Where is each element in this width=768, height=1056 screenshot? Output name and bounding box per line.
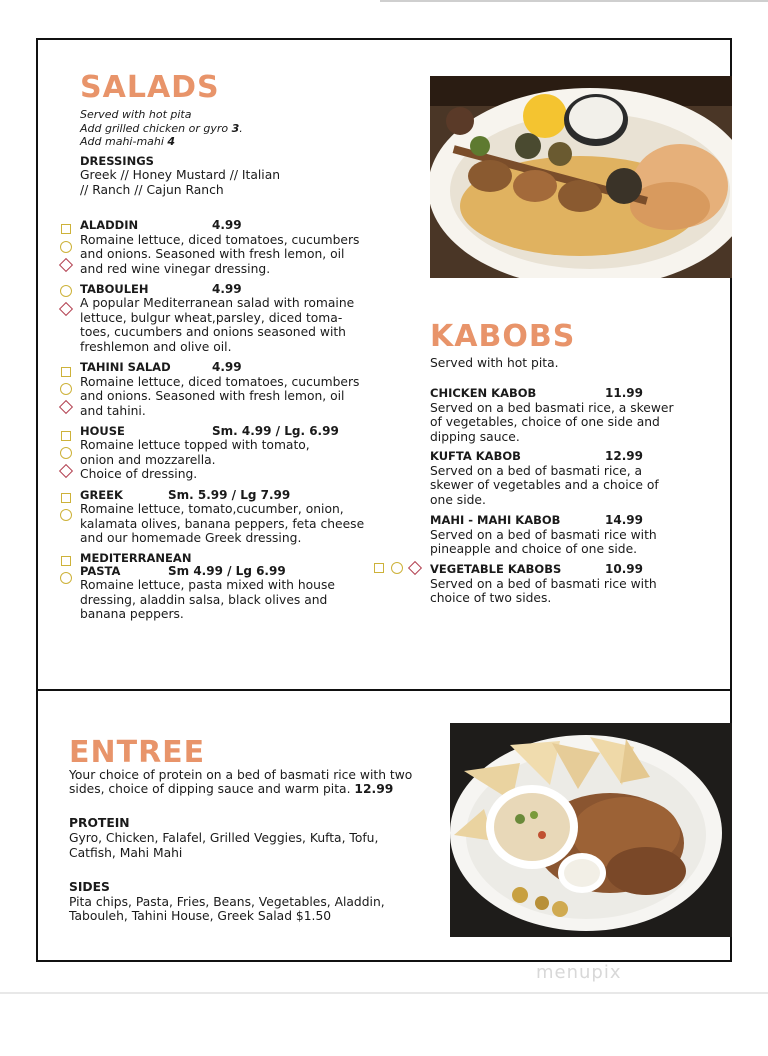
- item-desc-line: Romaine lettuce topped with tomato,: [80, 438, 310, 452]
- item-desc-line: freshlemon and olive oil.: [80, 340, 232, 354]
- item-name: TABOULEH: [80, 282, 149, 296]
- square-icon: [61, 367, 71, 377]
- menupix-watermark: menupix: [536, 962, 622, 983]
- circle-icon: [60, 285, 72, 297]
- entree-desc-line-1: Your choice of protein on a bed of basmati rice with two: [69, 768, 413, 782]
- kabob-photo: [430, 76, 732, 278]
- item-price: Sm. 4.99 / Lg. 6.99: [212, 424, 339, 438]
- item-desc-line: Choice of dressing.: [80, 467, 198, 481]
- sides-line-1: Pita chips, Pasta, Fries, Beans, Vegetables, Aladdin,: [69, 895, 385, 909]
- circle-icon: [60, 241, 72, 253]
- item-name-line-2: PASTA: [80, 564, 121, 578]
- circle-icon: [60, 447, 72, 459]
- protein-label: PROTEIN: [69, 816, 130, 830]
- item-price: 10.99: [605, 562, 643, 576]
- item-desc-line: and red wine vinegar dressing.: [80, 262, 271, 276]
- square-icon: [61, 556, 71, 566]
- item-price: 11.99: [605, 386, 643, 400]
- item-price: 4.99: [212, 360, 242, 374]
- square-icon: [61, 224, 71, 234]
- circle-icon: [391, 562, 403, 574]
- protein-line-2: Catfish, Mahi Mahi: [69, 846, 183, 860]
- item-desc-line: and tahini.: [80, 404, 146, 418]
- item-desc-line: Romaine lettuce, diced tomatoes, cucumbers: [80, 375, 360, 389]
- item-desc-line: of vegetables, choice of one side and: [430, 415, 660, 429]
- item-desc-line: Served on a bed basmati rice, a skewer: [430, 401, 674, 415]
- entree-desc-line-2: sides, choice of dipping sauce and warm pita. 12.99: [69, 782, 394, 796]
- item-desc-line: dipping sauce.: [430, 430, 520, 444]
- item-name-line-1: MEDITERRANEAN: [80, 551, 192, 565]
- kabobs-subtitle: Served with hot pita.: [430, 356, 559, 370]
- item-price: 4.99: [212, 218, 242, 232]
- item-price: Sm 4.99 / Lg 6.99: [168, 564, 286, 578]
- item-desc-line: and onions. Seasoned with fresh lemon, oil: [80, 389, 345, 403]
- item-desc-line: toes, cucumbers and onions seasoned with: [80, 325, 346, 339]
- salads-note-2: Add grilled chicken or gyro 3.: [80, 122, 243, 135]
- protein-line-1: Gyro, Chicken, Falafel, Grilled Veggies, Kufta, Tofu,: [69, 831, 379, 845]
- item-desc-line: banana peppers.: [80, 607, 184, 621]
- circle-icon: [60, 383, 72, 395]
- entree-heading: ENTREE: [69, 735, 206, 770]
- item-price: 14.99: [605, 513, 643, 527]
- dressings-line-2: // Ranch // Cajun Ranch: [80, 183, 224, 197]
- item-desc-line: kalamata olives, banana peppers, feta cheese: [80, 517, 365, 531]
- item-price: Sm. 5.99 / Lg 7.99: [168, 488, 291, 502]
- item-desc-line: one side.: [430, 493, 486, 507]
- scan-edge-top: [380, 0, 768, 2]
- item-name: ALADDIN: [80, 218, 139, 232]
- item-desc-line: Romaine lettuce, pasta mixed with house: [80, 578, 335, 592]
- sides-label: SIDES: [69, 880, 110, 894]
- circle-icon: [60, 572, 72, 584]
- item-name: CHICKEN KABOB: [430, 386, 537, 400]
- item-price: 12.99: [605, 449, 643, 463]
- item-name: HOUSE: [80, 424, 125, 438]
- sides-line-2: Tabouleh, Tahini House, Greek Salad $1.50: [69, 909, 332, 923]
- item-desc-line: and our homemade Greek dressing.: [80, 531, 302, 545]
- item-desc-line: Romaine lettuce, tomato,cucumber, onion,: [80, 502, 344, 516]
- kabobs-heading: KABOBS: [430, 319, 576, 354]
- item-desc-line: Romaine lettuce, diced tomatoes, cucumbers: [80, 233, 360, 247]
- item-desc-line: skewer of vegetables and a choice of: [430, 478, 659, 492]
- entree-photo: [450, 723, 732, 937]
- item-desc-line: A popular Mediterranean salad with romaine: [80, 296, 355, 310]
- dressings-line-1: Greek // Honey Mustard // Italian: [80, 168, 281, 182]
- item-desc-line: Served on a bed of basmati rice with: [430, 528, 657, 542]
- item-desc-line: lettuce, bulgur wheat,parsley, diced toma-: [80, 311, 343, 325]
- item-price: 4.99: [212, 282, 242, 296]
- gyro-plate-image: [450, 723, 732, 937]
- scan-edge-bottom: [0, 992, 768, 994]
- circle-icon: [60, 509, 72, 521]
- salads-heading: SALADS: [80, 70, 220, 105]
- square-icon: [374, 563, 384, 573]
- dressings-label: DRESSINGS: [80, 154, 154, 168]
- square-icon: [61, 431, 71, 441]
- item-name: KUFTA KABOB: [430, 449, 521, 463]
- item-desc-line: Served on a bed of basmati rice, a: [430, 464, 643, 478]
- item-name: VEGETABLE KABOBS: [430, 562, 562, 576]
- item-desc-line: choice of two sides.: [430, 591, 552, 605]
- item-desc-line: and onions. Seasoned with fresh lemon, oil: [80, 247, 345, 261]
- item-desc-line: pineapple and choice of one side.: [430, 542, 638, 556]
- salads-note-1: Served with hot pita: [80, 108, 192, 121]
- item-name: GREEK: [80, 488, 123, 502]
- item-name: TAHINI SALAD: [80, 360, 171, 374]
- section-divider: [36, 689, 732, 691]
- item-name: MAHI - MAHI KABOB: [430, 513, 561, 527]
- item-desc-line: Served on a bed of basmati rice with: [430, 577, 657, 591]
- salads-note-3: Add mahi-mahi 4: [80, 135, 176, 148]
- item-desc-line: dressing, aladdin salsa, black olives and: [80, 593, 328, 607]
- kabob-plate-image: [430, 76, 732, 278]
- item-desc-line: onion and mozzarella.: [80, 453, 216, 467]
- square-icon: [61, 493, 71, 503]
